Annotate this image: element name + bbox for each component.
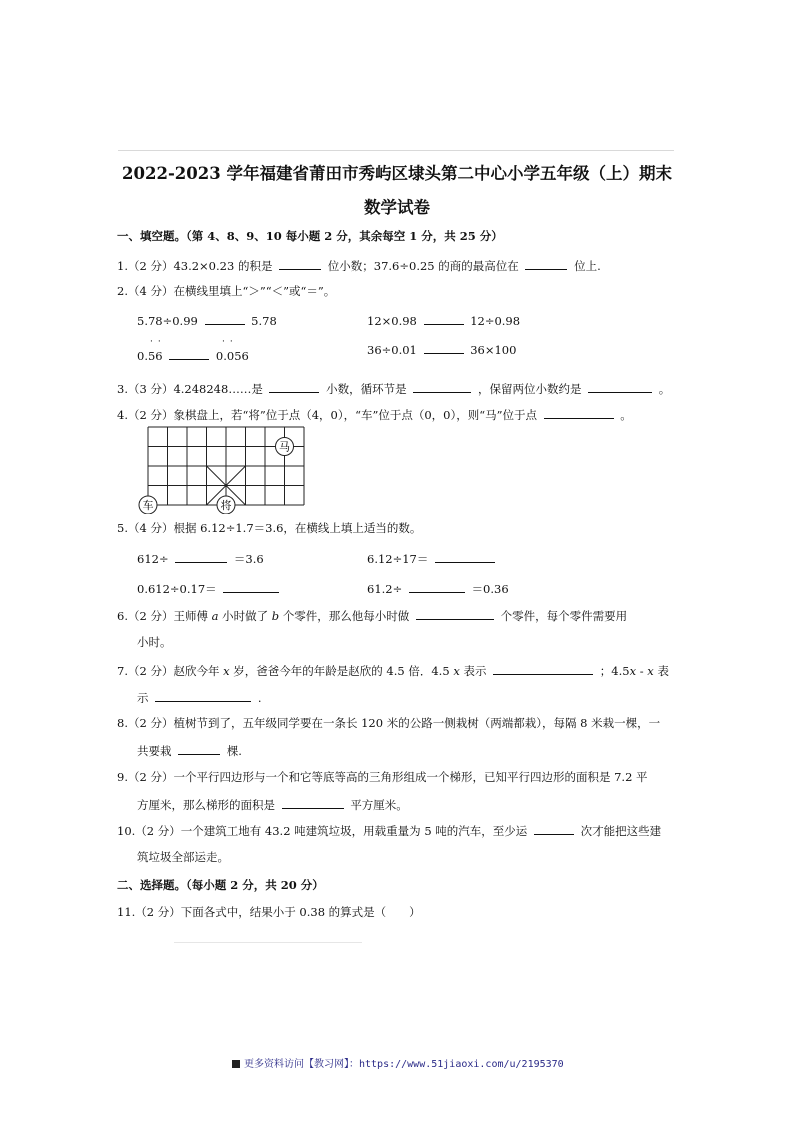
q6-text-3: 个零件，那么他每小时做 <box>282 609 410 623</box>
q2-compare-2 <box>367 312 520 329</box>
q3-text-a: 3.（3 分）4.248248……是 <box>117 382 263 396</box>
q7-blank-1[interactable] <box>493 662 593 675</box>
q1-text-c: 位上. <box>574 259 601 273</box>
q8-l2a: 共要栽 <box>137 744 172 758</box>
piece-jiang <box>217 496 235 514</box>
q6-text-1: 6.（2 分）王师傅 <box>117 609 208 623</box>
q9-l2b: 平方厘米。 <box>350 798 408 812</box>
q5-row-1-right <box>367 550 498 567</box>
q7-text-2: 岁，爸爸今年的年龄是赵欣的 4.5 倍．4.5 <box>233 664 450 678</box>
q2-blank-4[interactable] <box>424 341 464 354</box>
q4-blank[interactable] <box>544 406 614 419</box>
q6-text-2: 小时做了 <box>222 609 269 623</box>
q3-blank-2[interactable] <box>413 380 471 393</box>
q1-blank-1[interactable] <box>279 257 321 270</box>
q5-blank-2[interactable] <box>435 550 495 563</box>
question-11: 11.（2 分）下面各式中，结果小于 0.38 的算式是（ ） <box>117 905 421 919</box>
question-5: 5.（4 分）根据 6.12÷1.7＝3.6，在横线上填上适当的数。 <box>117 521 422 535</box>
q2-compare-4 <box>367 341 516 358</box>
q1-text-a: 1.（2 分）43.2×0.23 的积是 <box>117 259 273 273</box>
repeating-dots: ·· <box>222 337 238 347</box>
q4-text-a: 4.（2 分）象棋盘上，若“将”位于点（4，0），“车”位于点（0，0），则“马”位于点 <box>117 408 537 422</box>
q2-compare-1 <box>137 312 277 329</box>
q5-blank-4[interactable] <box>409 580 465 593</box>
q3-text-c: ，保留两位小数约是 <box>477 382 582 396</box>
piece-ma <box>276 438 294 456</box>
question-6 <box>117 607 627 624</box>
q5-row-2-right <box>367 580 509 597</box>
q2-c2-right: 12÷0.98 <box>470 314 521 328</box>
q6-var-b: b <box>271 609 280 623</box>
section-2-heading: 二、选择题。（每小题 2 分，共 20 分） <box>117 878 324 892</box>
q3-blank-1[interactable] <box>269 380 319 393</box>
q6-text-4: 个零件，每个零件需要用 <box>500 609 628 623</box>
q7-var-x: x <box>223 664 230 678</box>
q5-r1c: 6.12÷17＝ <box>367 552 429 566</box>
q2-c3-right: 0.056 <box>215 349 249 363</box>
q5-r2d: ＝0.36 <box>471 582 509 596</box>
q8-line-2 <box>137 742 242 759</box>
question-1 <box>117 257 601 274</box>
q8-blank[interactable] <box>178 742 220 755</box>
q6-line-2: 小时。 <box>137 635 172 649</box>
q10-text-b: 次才能把这些建 <box>580 824 662 838</box>
faint-rule <box>174 942 362 943</box>
q9-blank[interactable] <box>282 796 344 809</box>
q2-c2-left: 12×0.98 <box>367 314 417 328</box>
q6-blank[interactable] <box>416 607 494 620</box>
question-7 <box>117 662 669 679</box>
q5-r2a: 0.612÷0.17＝ <box>137 582 217 596</box>
q9-l2a: 方厘米，那么梯形的面积是 <box>137 798 275 812</box>
q5-row-2-left <box>137 580 282 597</box>
q8-l2b: 棵. <box>226 744 242 758</box>
q2-blank-1[interactable] <box>205 312 245 325</box>
q2-c4-right: 36×100 <box>470 343 517 357</box>
q2-c1-right: 5.78 <box>251 314 277 328</box>
q7-line-2 <box>137 689 261 706</box>
piece-che-label: 车 <box>142 499 154 512</box>
q5-r2c: 61.2÷ <box>367 582 403 596</box>
q5-blank-1[interactable] <box>175 550 227 563</box>
q2-c4-left: 36÷0.01 <box>367 343 417 357</box>
q7-var-x: x <box>453 664 460 678</box>
q3-text-b: 小数，循环节是 <box>326 382 407 396</box>
q10-line-2: 筑垃圾全部运走。 <box>137 850 229 864</box>
title-line-2: 数学试卷 <box>364 198 430 217</box>
flag-icon <box>232 1060 240 1068</box>
q6-var-a: a <box>211 609 219 623</box>
question-8: 8.（2 分）植树节到了，五年级同学要在一条长 120 米的公路一侧栽树（两端都栽），每隔 8 米栽一棵，一 <box>117 716 661 730</box>
q7-text-5: - <box>636 664 648 678</box>
q4-text-d: 。 <box>620 408 632 422</box>
q5-r1b: ＝3.6 <box>233 552 264 566</box>
piece-jiang-label: 将 <box>220 499 232 512</box>
question-2: 2.（4 分）在横线里填上“＞”“＜”或“＝”。 <box>117 284 336 298</box>
q9-line-2 <box>137 796 408 813</box>
title-line-1: 2022-2023 学年福建省莆田市秀屿区埭头第二中心小学五年级（上）期末 <box>122 164 672 183</box>
piece-che <box>139 496 157 514</box>
q2-c3-left: 0.56 <box>137 349 163 363</box>
footer-text: 更多资料访问【教习网】：https://www.51jiaoxi.com/u/2195370 <box>244 1059 564 1070</box>
q2-blank-2[interactable] <box>424 312 464 325</box>
q2-compare-3 <box>137 347 249 364</box>
section-1-heading: 一、填空题。（第 4、8、9、10 每小题 2 分，其余每空 1 分，共 25 分） <box>117 229 503 243</box>
q2-blank-3[interactable] <box>169 347 209 360</box>
q5-blank-3[interactable] <box>223 580 279 593</box>
q10-text-a: 10.（2 分）一个建筑工地有 43.2 吨建筑垃圾，用载重量为 5 吨的汽车，至少运 <box>117 824 528 838</box>
q7-var-x: x <box>629 664 637 678</box>
question-9: 9.（2 分）一个平行四边形与一个和它等底等高的三角形组成一个梯形，已知平行四边形的面积是 7.2 平 <box>117 770 648 784</box>
q10-blank[interactable] <box>534 822 574 835</box>
q7-var-x: x <box>647 664 654 678</box>
q5-row-1-left <box>137 550 264 567</box>
q1-text-b: 位小数；37.6÷0.25 的商的最高位在 <box>327 259 519 273</box>
top-rule <box>118 150 674 151</box>
repeating-dots: ·· <box>150 337 166 347</box>
q7-text-1: 7.（2 分）赵欣今年 <box>117 664 220 678</box>
question-10 <box>117 822 661 839</box>
q3-text-d: 。 <box>658 382 671 396</box>
q7-text-3: 表示 <box>463 664 487 678</box>
q3-blank-3[interactable] <box>588 380 652 393</box>
q2-c1-left: 5.78÷0.99 <box>137 314 198 328</box>
chessboard-diagram <box>134 424 314 514</box>
q7-l2a: 示 <box>137 691 149 705</box>
piece-ma-label: 马 <box>279 440 290 454</box>
q7-blank-2[interactable] <box>155 689 251 702</box>
q7-text-4: ；4.5 <box>599 664 630 678</box>
footer-link[interactable] <box>232 1055 564 1070</box>
question-4 <box>117 406 632 423</box>
question-3 <box>117 380 670 397</box>
q7-text-6: 表 <box>657 664 669 678</box>
q1-blank-2[interactable] <box>525 257 567 270</box>
q7-l2b: . <box>257 691 262 705</box>
q5-r1a: 612÷ <box>137 552 169 566</box>
